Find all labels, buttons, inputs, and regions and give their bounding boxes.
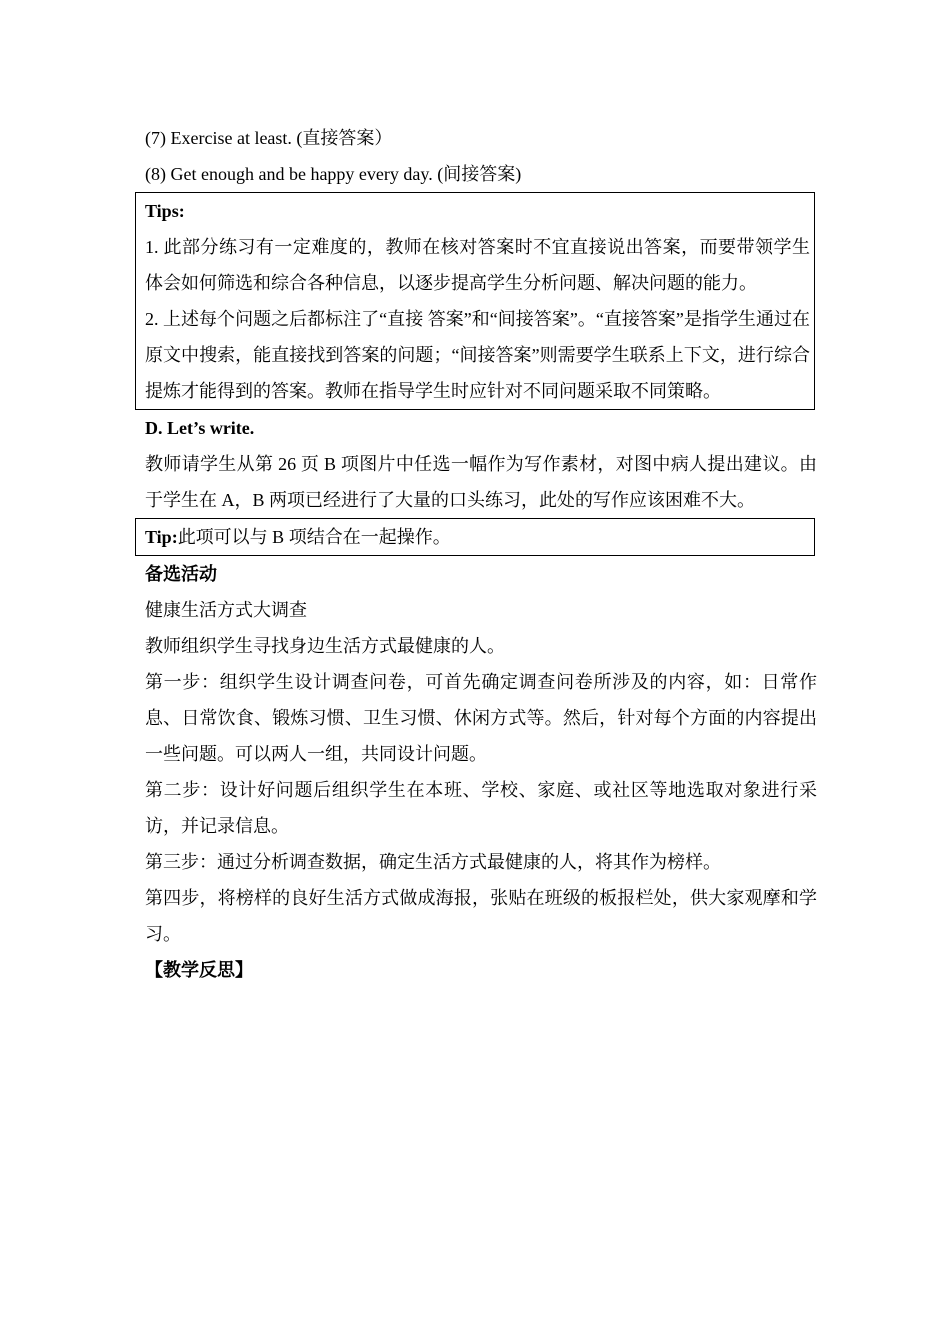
tip-label: Tip: bbox=[145, 527, 178, 547]
question-8-line: (8) Get enough and be happy every day. (间接答案) bbox=[145, 164, 522, 184]
optional-activity-heading: 备选活动 bbox=[145, 564, 217, 584]
teaching-reflection-heading: 【教学反思】 bbox=[145, 960, 253, 980]
tip-item-1: 1. 此部分练习有一定难度的，教师在核对答案时不宜直接说出答案，而要带领学生体会如何筛选和综合各种信息，以逐步提高学生分析问题、解决问题的能力。 bbox=[145, 237, 810, 293]
section-d-heading: D. Let’s write. bbox=[145, 418, 255, 438]
tip-line bbox=[145, 519, 814, 555]
question-7-line: (7) Exercise at least. (直接答案） bbox=[145, 128, 393, 148]
step-1: 第一步：组织学生设计调查问卷，可首先确定调查问卷所涉及的内容，如：日常作息、日常饮食、锻炼习惯、卫生习惯、休闲方式等。然后，针对每个方面的内容提出一些问题。可以两人一组，共同设计问题。 bbox=[145, 672, 817, 764]
section-d-body: 教师请学生从第 26 页 B 项图片中任选一幅作为写作素材，对图中病人提出建议。由于学生在 A，B 两项已经进行了大量的口头练习，此处的写作应该困难不大。 bbox=[145, 454, 817, 510]
tip-box bbox=[135, 518, 815, 556]
optional-activity-intro: 教师组织学生寻找身边生活方式最健康的人。 bbox=[145, 636, 505, 656]
tips-heading: Tips: bbox=[145, 201, 185, 221]
document-content bbox=[145, 120, 817, 988]
tip-item-2: 2. 上述每个问题之后都标注了“直接 答案”和“间接答案”。“直接答案”是指学生通过在原文中搜索，能直接找到答案的问题；“间接答案”则需要学生联系上下文，进行综合提炼才能得到的答案。教师在指导学生时应针对不同问题采取不同策略。 bbox=[145, 309, 810, 401]
tip-text: 此项可以与 B 项结合在一起操作。 bbox=[177, 527, 451, 547]
tips-box bbox=[135, 192, 815, 410]
step-4: 第四步，将榜样的良好生活方式做成海报，张贴在班级的板报栏处，供大家观摩和学习。 bbox=[145, 888, 817, 944]
step-3: 第三步：通过分析调查数据，确定生活方式最健康的人，将其作为榜样。 bbox=[145, 852, 721, 872]
optional-activity-title: 健康生活方式大调查 bbox=[145, 600, 307, 620]
step-2: 第二步：设计好问题后组织学生在本班、学校、家庭、或社区等地选取对象进行采访，并记录信息。 bbox=[145, 780, 817, 836]
